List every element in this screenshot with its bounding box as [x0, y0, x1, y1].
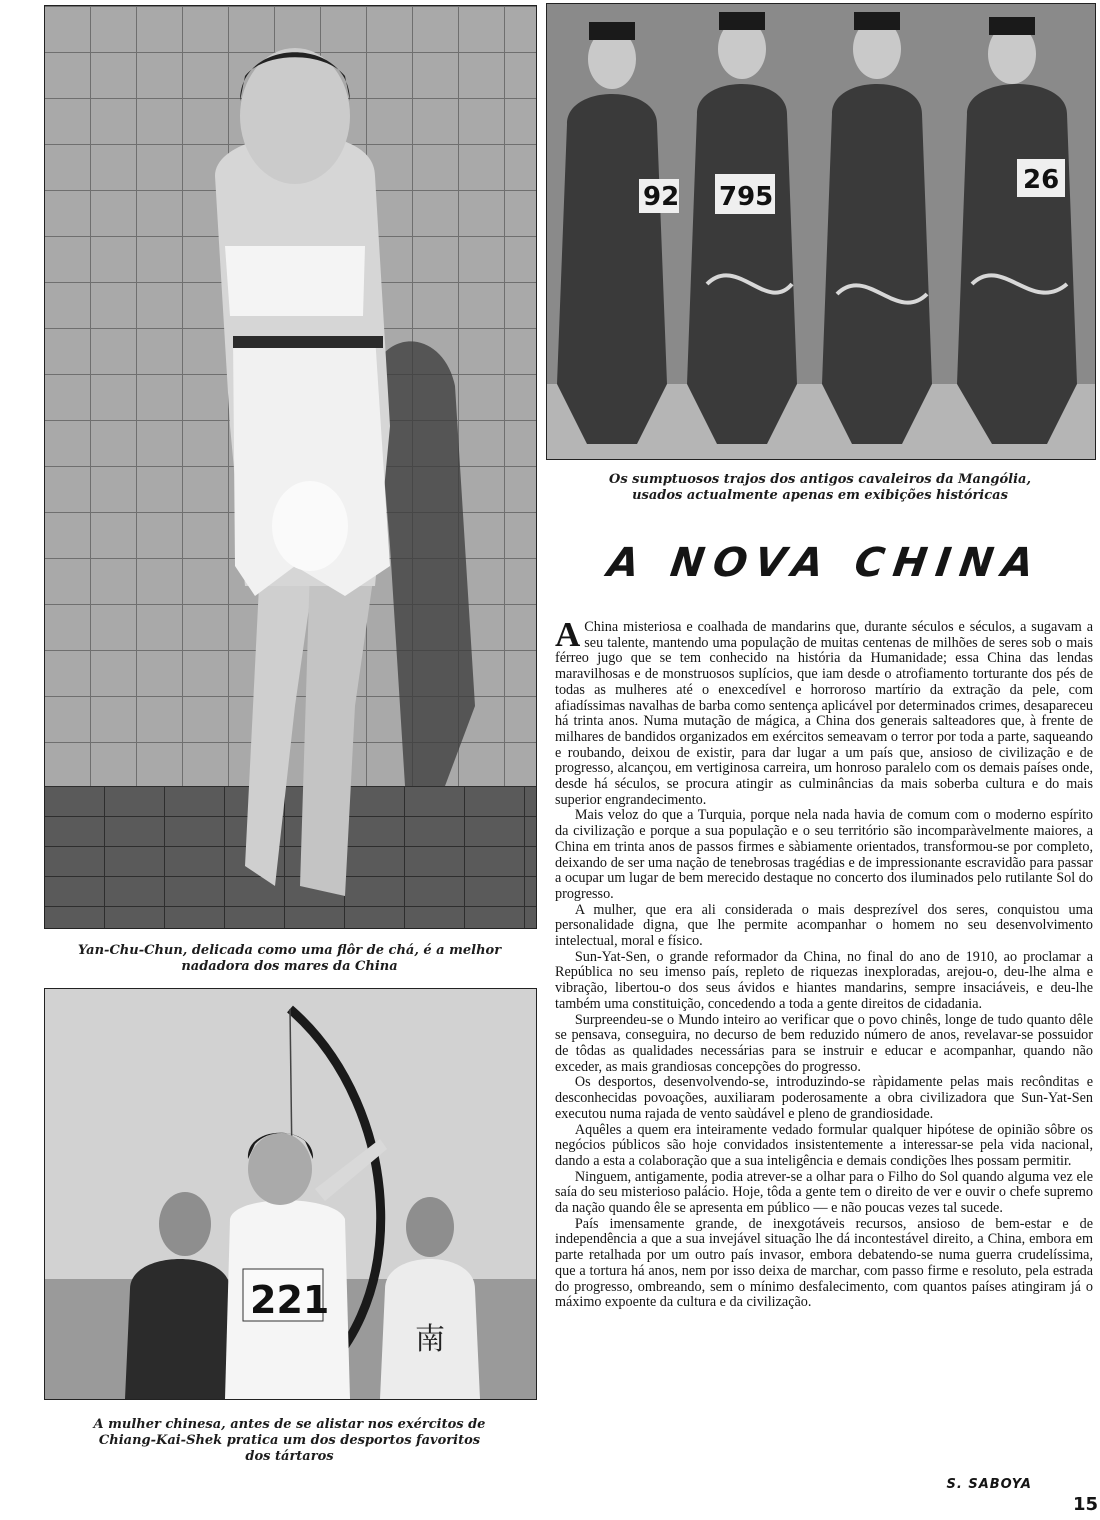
article-paragraph: Ninguem, antigamente, podia atrever-se a olhar para o Filho do Sol quando alguma vez ele saía do seu misterioso palácio. Hoje, tôda a gente tem o direito de ver e ouvir o chefe supremo da nação quando êle se apresenta em público — e não poucas vezes tal sucede. — [555, 1168, 1093, 1217]
article-paragraph: AChina misteriosa e coalhada de mandarins que, durante séculos e séculos, a sugavam a seu talente, mantendo uma população de muitas centenas de milhões de seres sob o mais férreo jugo que se tem conhecido na história da Humanidade; essa China das lendas maravilhosas e de monstruosos suplícios, que iam desde o atrofiamento torturante dos pés de todas as mulheres até o enexcedível e horroroso martírio da extração da pele, com afiadíssimas navalhas de barba como sentença aplicável por determinados crimes, desapareceu há trinta anos. Numa mutação de mágica, a China dos generais salteadores que, à frente de milhares de bandidos organizados em exércitos semeavam o terror por toda a parte, saqueando e roubando, deixou de existir, para dar lugar a um país que, ansioso de civilização e de progresso, alcançou, em vertiginosa carreira, um honroso paralelo com os demais países onde, desde há séculos, se procura atingir as culminâncias da mais soberba cultura e do mais superior engrandecimento. — [555, 615, 1093, 808]
horseman-bib: 92 — [643, 182, 680, 212]
article-paragraph: Os desportos, desenvolvendo-se, introduzindo-se ràpidamente pelas mais recônditas e desconhecidas povoações, auxiliaram poderosamente a obra civilizadora que Sun-Yat-Sen executou numa rajada de vento saùdável e pleno de grandiosidade. — [555, 1074, 1093, 1122]
article-paragraph: País imensamente grande, de inexgotáveis recursos, ansioso de bem-estar e de independência a que a sua invejável situação lhe dá incontestável direito, a China, embora em parte retalhada por um outro país invasor, embora debatendo-se numa guerra crudelíssima, que a tortura há anos, nem por isso deixa de marchar, com passo firme e resoluto, pela estrada do progresso, ombreando, sem o mínimo desfalecimento, com quantos países atingiram já o máximo expoente da cultura e da civilização. — [555, 1215, 1093, 1311]
article-paragraph: Mais veloz do que a Turquia, porque nela nada havia de comum com o moderno espírito da civilização e porque a sua população e o seu território são incomparàvelmente maiores, a China em trinta anos de passos firmes e sàbiamente orientados, transformou-se por completo, deixando de ser uma nação de tenebrosas tragédias e de impressionante escravidão para passar a ocupar um lugar de bem merecido destaque no concerto dos iluminados pelo rutilante Sol do progresso. — [555, 807, 1093, 902]
banner-glyph: 南 — [415, 1322, 445, 1357]
caption-line: Chiang-Kai-Shek pratica um dos desportos favoritos — [98, 1433, 481, 1448]
caption-line: dos tártaros — [245, 1449, 334, 1464]
swimmer-photo — [44, 5, 537, 929]
archer-caption — [44, 1417, 535, 1465]
article-title: A NOVA CHINA — [604, 540, 1046, 586]
archer-photo — [44, 988, 537, 1400]
archer-photo-graphic — [45, 989, 536, 1399]
author-signature: S. SABOYA — [946, 1477, 1032, 1492]
article-paragraph: Aquêles a quem era inteiramente vedado formular qualquer hipótese de opinião sôbre os negócios públicos são hoje convidados insistentemente a interessar-se pela vida nacional, dando a esta a colaboração que a sua inteligência e demais condições lhes possam permitir. — [555, 1121, 1093, 1169]
swimmer-caption — [44, 943, 535, 975]
horsemen-photo-graphic — [547, 4, 1095, 459]
article-paragraph: A mulher, que era ali considerada o mais desprezível dos seres, conquistou uma personalidade digna, que lhe permite acompanhar o homem no seu desenvolvimento intelectual, moral e físico. — [555, 901, 1093, 950]
caption-line: Os sumptuosos trajos dos antigos cavaleiros da Mangólia, — [609, 472, 1031, 487]
horseman-bib: 26 — [1023, 165, 1060, 195]
caption-line: usados actualmente apenas em exibições históricas — [632, 488, 1008, 503]
article-paragraph: Sun-Yat-Sen, o grande reformador da China, no final do ano de 1910, ao proclamar a República no seu imenso país, repleto de riquezas inexploradas, arejou-o, deu-lhe alma e vibração, libertou-o dos seus ávidos e hiantes mandarins, sempre insaciáveis, e deu-lhe também uma constituição, concedendo a toda a gente direitos de cidadania. — [555, 948, 1093, 1012]
page-number: 15 — [1072, 1494, 1098, 1515]
horseman-bib: 795 — [719, 182, 774, 212]
horsemen-caption — [546, 472, 1094, 504]
archer-bib: 221 — [250, 1278, 330, 1322]
caption-line: A mulher chinesa, antes de se alistar nos exércitos de — [93, 1417, 486, 1432]
horsemen-photo — [546, 3, 1096, 460]
article-body — [555, 615, 1093, 1311]
swimmer-photo-graphic — [45, 6, 536, 928]
caption-line: nadadora dos mares da China — [181, 959, 398, 974]
article-paragraph: Surpreendeu-se o Mundo inteiro ao verificar que o povo chinês, longe de tudo quanto dêle se pensava, conseguira, no decurso de bem reduzido número de anos, revelavar-se possuidor de tôdas as qualidades necessárias para se instruir e educar e acompanhar, quando não exceder, as mais grandiosas concepções do progresso. — [555, 1011, 1093, 1075]
caption-line: Yan-Chu-Chun, delicada como uma flôr de chá, é a melhor — [77, 943, 502, 958]
